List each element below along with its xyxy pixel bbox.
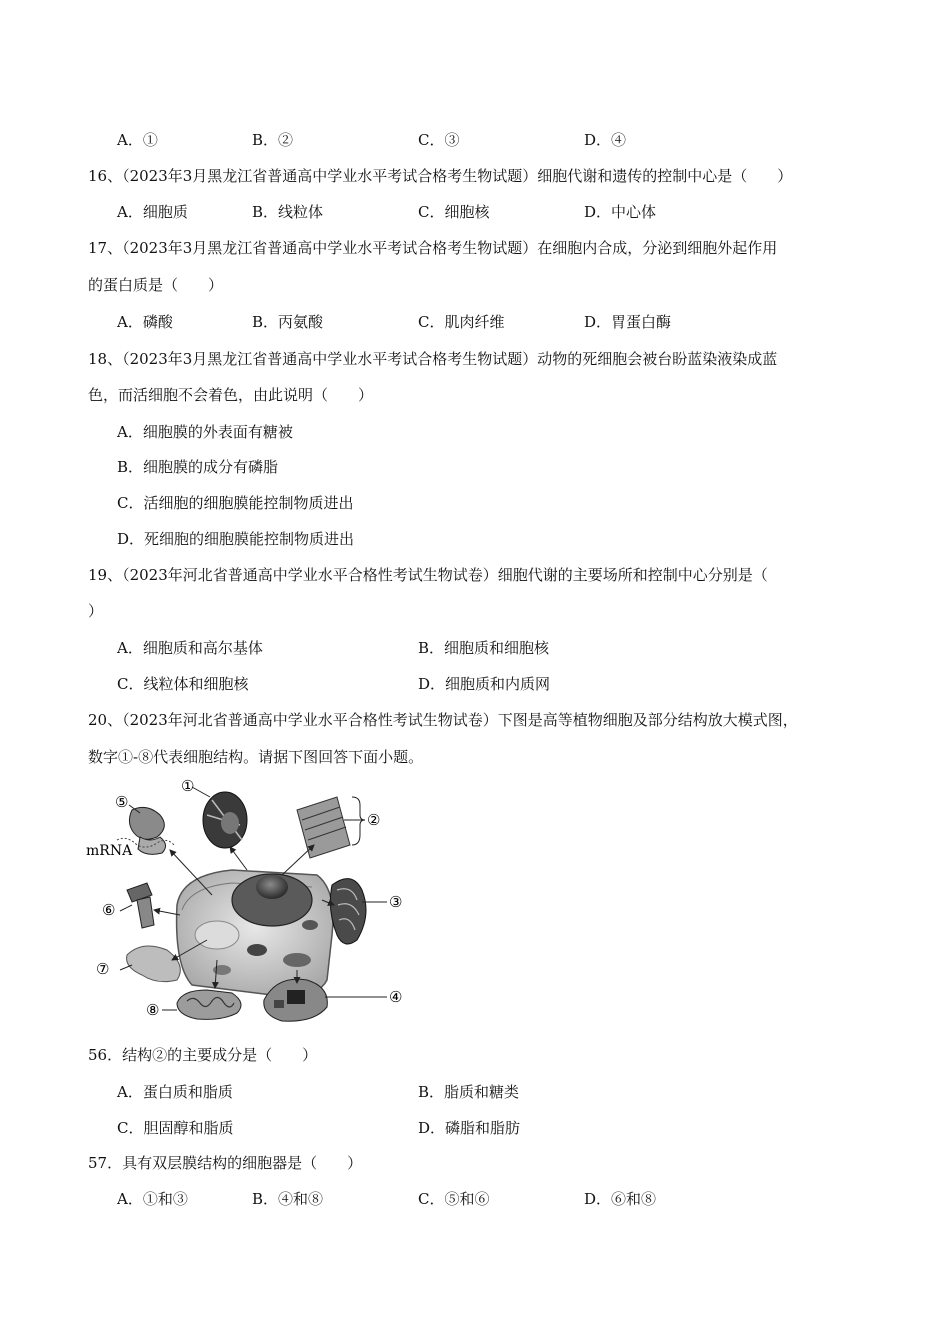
structure-3-er-enlarged (330, 879, 366, 944)
q17-option-c: C．肌肉纤维 (418, 313, 505, 331)
structure-8-mitochondrion-enlarged (177, 990, 241, 1019)
q17-stem-line1: 17、（2023年3月黑龙江省普通高中学业水平考试合格考生物试题）在细胞内合成，分泌到细胞外起作用 (88, 239, 778, 257)
q18-option-b: B．细胞膜的成分有磷脂 (117, 458, 279, 476)
q16-option-a: A．细胞质 (117, 203, 188, 221)
label-3: ③ (389, 893, 403, 911)
structure-7-vacuole-enlarged (127, 946, 181, 982)
q19-option-a: A．细胞质和高尔基体 (117, 639, 263, 657)
q15-option-d: D．④ (584, 131, 627, 149)
q17-option-a: A．磷酸 (117, 313, 173, 331)
q16-stem: 16、（2023年3月黑龙江省普通高中学业水平考试合格考生物试题）细胞代谢和遗传的控制中心是（ ） (88, 167, 793, 185)
q16-option-d: D．中心体 (584, 203, 657, 221)
q19-option-d: D．细胞质和内质网 (418, 675, 551, 693)
structure-2-membrane-enlarged (297, 797, 365, 858)
q16-option-c: C．细胞核 (418, 203, 490, 221)
q16-option-b: B．线粒体 (252, 203, 324, 221)
label-6: ⑥ (102, 901, 116, 919)
q15-option-a: A．① (117, 131, 158, 149)
q56-option-a: A．蛋白质和脂质 (117, 1083, 233, 1101)
q56-stem: 56．结构②的主要成分是（ ） (88, 1046, 318, 1064)
q18-option-a: A．细胞膜的外表面有糖被 (117, 423, 293, 441)
q57-option-c: C．⑤和⑥ (418, 1190, 490, 1208)
structure-1-nucleus-enlarged (203, 792, 247, 848)
q20-stem-line2: 数字①-⑧代表细胞结构。请据下图回答下面小题。 (88, 748, 424, 766)
label-1: ① (181, 777, 195, 795)
q57-stem: 57．具有双层膜结构的细胞器是（ ） (88, 1154, 363, 1172)
label-4: ④ (389, 988, 403, 1006)
q18-stem-line2: 色，而活细胞不会着色，由此说明（ ） (88, 386, 374, 404)
q17-stem-line2: 的蛋白质是（ ） (88, 276, 224, 294)
q15-option-c: C．③ (418, 131, 460, 149)
label-8: ⑧ (146, 1001, 160, 1019)
q57-option-b: B．④和⑧ (252, 1190, 324, 1208)
q57-option-d: D．⑥和⑧ (584, 1190, 657, 1208)
label-7: ⑦ (96, 960, 110, 978)
q15-option-b: B．② (252, 131, 294, 149)
q18-option-c: C．活细胞的细胞膜能控制物质进出 (117, 494, 354, 512)
q19-stem-line2: ） (88, 602, 104, 620)
q56-option-b: B．脂质和糖类 (418, 1083, 520, 1101)
label-mrna: mRNA (86, 843, 133, 859)
q56-option-c: C．胆固醇和脂质 (117, 1119, 234, 1137)
q17-option-b: B．丙氨酸 (252, 313, 324, 331)
label-2: ② (367, 811, 381, 829)
q56-option-d: D．磷脂和脂肪 (418, 1119, 521, 1137)
q19-stem-line1: 19、（2023年河北省普通高中学业水平合格性考试生物试卷）细胞代谢的主要场所和控制中心分别是（ (88, 566, 768, 584)
q20-stem-line1: 20、（2023年河北省普通高中学业水平合格性考试生物试卷）下图是高等植物细胞及部分结构放大模式图， (88, 711, 798, 729)
q18-option-d: D．死细胞的细胞膜能控制物质进出 (117, 530, 355, 548)
q17-option-d: D．胃蛋白酶 (584, 313, 672, 331)
q18-stem-line1: 18、（2023年3月黑龙江省普通高中学业水平考试合格考生物试题）动物的死细胞会被台盼蓝染液染成蓝 (88, 350, 778, 368)
cell-body (177, 870, 333, 996)
plant-cell-figure (82, 775, 412, 1030)
q19-option-c: C．线粒体和细胞核 (117, 675, 249, 693)
label-5: ⑤ (115, 793, 129, 811)
q57-option-a: A．①和③ (117, 1190, 188, 1208)
q19-option-b: B．细胞质和细胞核 (418, 639, 550, 657)
